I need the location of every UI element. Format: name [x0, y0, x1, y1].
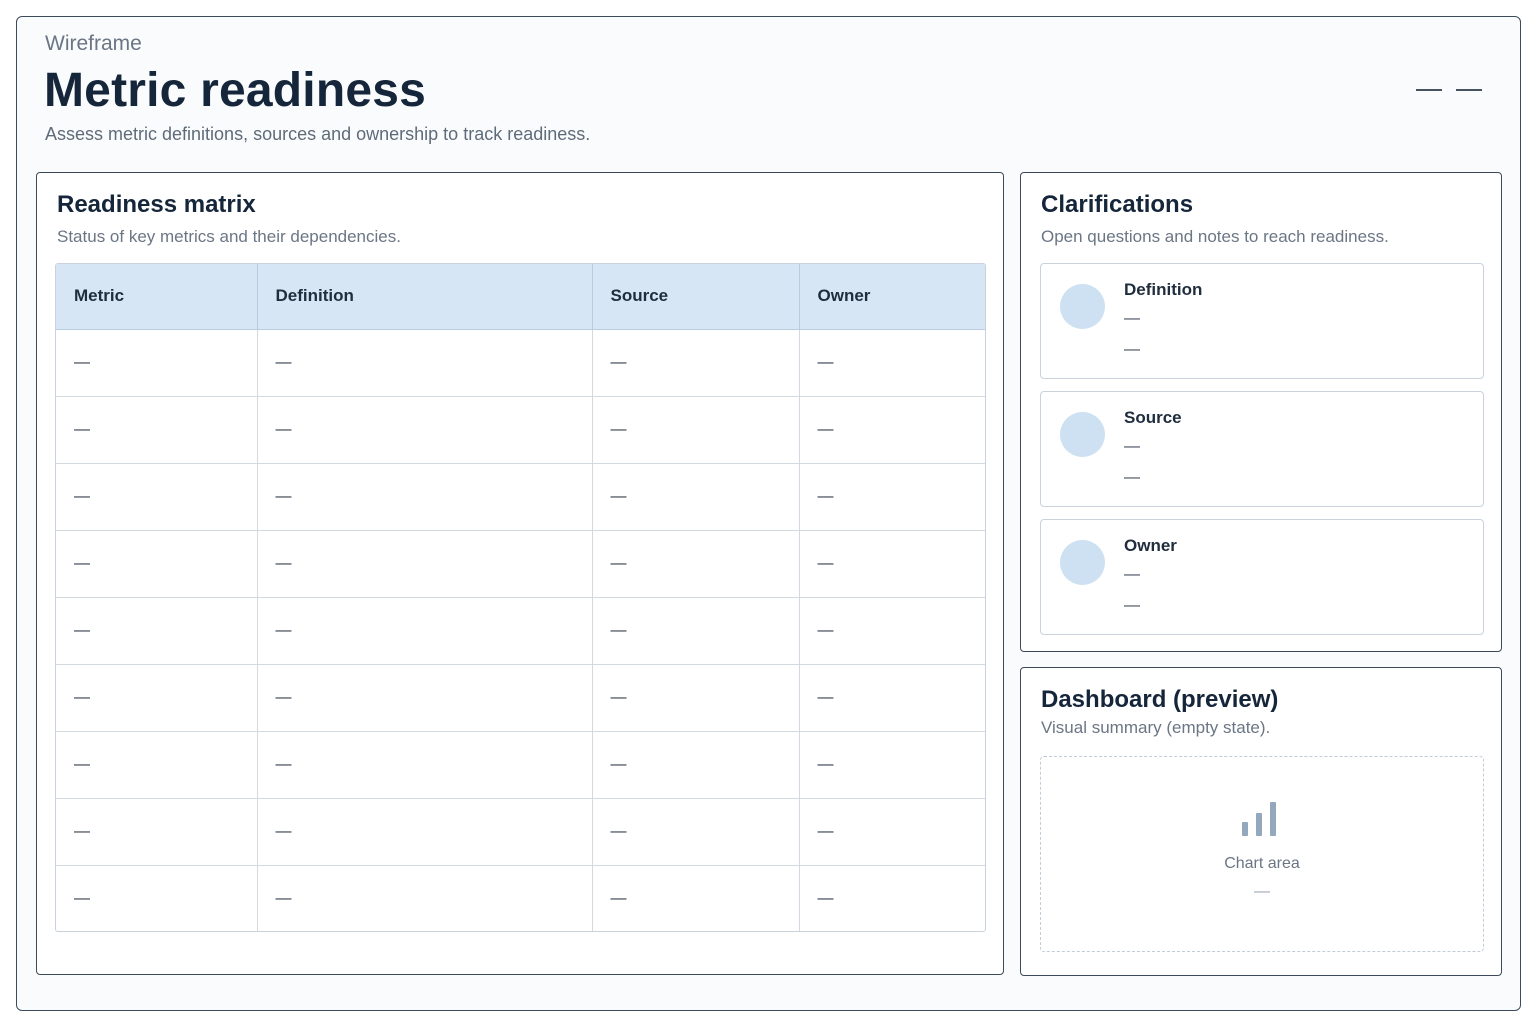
cell-metric[interactable]: —: [56, 731, 257, 798]
cell-definition[interactable]: —: [257, 463, 592, 530]
table-row[interactable]: [56, 798, 986, 865]
clarification-line: —: [1124, 566, 1140, 583]
cell-owner[interactable]: —: [799, 798, 986, 865]
cell-owner[interactable]: —: [817, 889, 834, 907]
bar-chart-icon: [1242, 802, 1282, 838]
cell-definition[interactable]: —: [257, 731, 592, 798]
clarification-line: —: [1124, 438, 1140, 455]
clarification-title: Definition: [1124, 280, 1203, 299]
cell-source[interactable]: —: [592, 329, 799, 396]
matrix-title: Readiness matrix: [57, 191, 256, 218]
dashboard-subtitle: Visual summary (empty state).: [1041, 718, 1271, 737]
chart-value: —: [1254, 883, 1270, 900]
cell-owner[interactable]: —: [799, 530, 986, 597]
matrix-subtitle: Status of key metrics and their dependencies.: [57, 227, 401, 246]
table-row[interactable]: [56, 396, 986, 463]
table-row[interactable]: [56, 664, 986, 731]
cell-definition[interactable]: —: [257, 798, 592, 865]
clarifications-subtitle: Open questions and notes to reach readiness.: [1041, 227, 1389, 246]
clarification-line: —: [1124, 469, 1140, 486]
clarifications-card: [1020, 172, 1502, 652]
dashboard-title: Dashboard (preview): [1041, 686, 1279, 713]
table-row[interactable]: [56, 597, 986, 664]
table-row[interactable]: [56, 463, 986, 530]
clarification-title: Source: [1124, 408, 1182, 427]
cell-metric[interactable]: —: [56, 597, 257, 664]
clarification-line: —: [1124, 341, 1140, 358]
cell-metric[interactable]: —: [56, 329, 257, 396]
readiness-matrix-card: [36, 172, 1004, 975]
table-row[interactable]: [56, 865, 986, 932]
clarification-item-source[interactable]: [1040, 391, 1484, 507]
status-dot-icon: [1060, 412, 1105, 457]
clarification-item-owner[interactable]: [1040, 519, 1484, 635]
table-row[interactable]: [56, 329, 986, 396]
cell-metric[interactable]: —: [56, 463, 257, 530]
status-dot-icon: [1060, 284, 1105, 329]
column-header-source[interactable]: Source: [592, 264, 799, 329]
cell-source[interactable]: —: [592, 597, 799, 664]
cell-definition[interactable]: —: [257, 530, 592, 597]
clarification-title: Owner: [1124, 536, 1177, 555]
column-header-owner[interactable]: Owner: [799, 264, 986, 329]
cell-definition[interactable]: —: [257, 597, 592, 664]
table-header-row: [56, 264, 986, 329]
cell-metric[interactable]: —: [56, 664, 257, 731]
cell-source[interactable]: —: [592, 664, 799, 731]
cell-metric[interactable]: —: [56, 396, 257, 463]
clarification-item-definition[interactable]: [1040, 263, 1484, 379]
table-row[interactable]: [56, 530, 986, 597]
cell-definition[interactable]: —: [257, 329, 592, 396]
column-header-metric[interactable]: Metric: [56, 264, 257, 329]
wireframe-frame: [16, 16, 1521, 1011]
cell-source[interactable]: —: [592, 798, 799, 865]
status-dot-icon: [1060, 540, 1105, 585]
cell-source[interactable]: —: [592, 396, 799, 463]
chart-caption: Chart area: [1224, 855, 1300, 872]
table-row[interactable]: [56, 731, 986, 798]
clarifications-title: Clarifications: [1041, 191, 1194, 218]
cell-metric[interactable]: —: [56, 865, 257, 932]
cell-owner[interactable]: —: [799, 463, 986, 530]
chart-area-placeholder: [1040, 756, 1484, 952]
clarification-line: —: [1124, 310, 1140, 327]
cell-metric[interactable]: —: [56, 530, 257, 597]
cell-definition[interactable]: —: [257, 865, 592, 932]
cell-owner[interactable]: —: [799, 396, 986, 463]
cell-source[interactable]: —: [592, 530, 799, 597]
cell-definition[interactable]: —: [257, 664, 592, 731]
minimize-icon[interactable]: [1416, 89, 1442, 91]
cell-source[interactable]: —: [592, 463, 799, 530]
column-header-definition[interactable]: Definition: [257, 264, 592, 329]
eyebrow-label: Wireframe: [45, 32, 142, 55]
cell-owner[interactable]: —: [799, 664, 986, 731]
menu-icon[interactable]: [1456, 89, 1482, 91]
clarification-line: —: [1124, 597, 1140, 614]
cell-source[interactable]: —: [592, 865, 799, 932]
cell-source[interactable]: —: [592, 731, 799, 798]
cell-owner[interactable]: —: [799, 597, 986, 664]
cell-owner[interactable]: —: [799, 329, 986, 396]
cell-owner[interactable]: —: [799, 731, 986, 798]
cell-metric[interactable]: —: [56, 798, 257, 865]
page-subtitle: Assess metric definitions, sources and ownership to track readiness.: [45, 124, 591, 144]
cell-definition[interactable]: —: [257, 396, 592, 463]
window-controls[interactable]: [1416, 89, 1482, 91]
dashboard-preview-card: [1020, 667, 1502, 976]
page-title: Metric readiness: [44, 64, 427, 117]
readiness-table: [55, 263, 986, 932]
